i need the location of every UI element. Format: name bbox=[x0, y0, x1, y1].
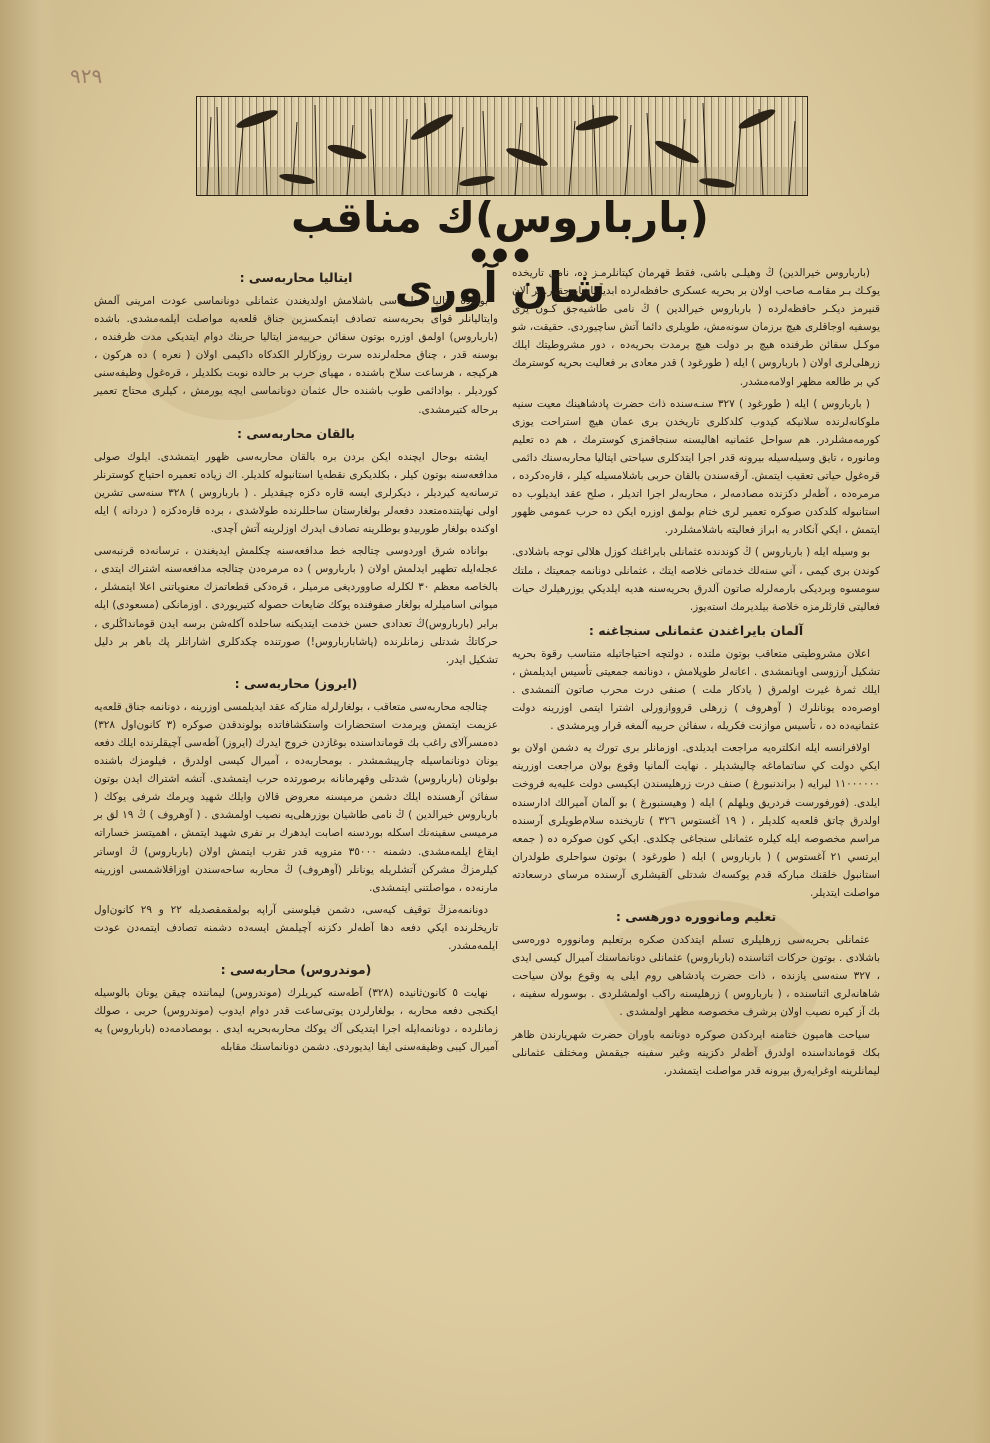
paragraph: بوآناده ايتاليا محاربه‌سى باشلامش اولديغندن عثمانلى دونانماسى عودت امرينى آلمش وايتاليانلر قواى بحريه‌سنه تصادف ايتمكسزين جناق قلعه‌يه مواصلت ايلمه‌مشدى. باشده (بارباروس) اولمق اوزره بوتون سفائن حربيه‌مز ايتاليا حربنك دوام ايتديكى مدت ظرفنده ، بوسنه قدر ، چناق محله‌لرنده سرت روزكارلر الكدكاه داكيمى اولان ( نعره ) ده هركون ، هركيجه ، هرساعت سلاح باشنده ، مهياى حرب بر حالده نوبت بكلديلر ، قره‌غول وظيفه‌سنى كورديلر . بوادائمى طوب باشنده حال عثمان دونانماسى ايچه يورمش ، كيلرى محتاج تعمير برحاله كتيرمشدى. bbox=[94, 295, 498, 416]
title-ornament: ● ● ● bbox=[470, 244, 530, 265]
paragraph: نهايت ٥ كانون‌ثانيده (٣٢٨) آطه‌سنه كيريلرك (موندروس) ليماننده چيقن يونان بالوسيله ايكنجى دفعه محاربه ، بولغارلردن يوتى‌ساعت قدر دوام ايدوب (موندروس) حربى ، صولك زمانلرده ، دونانمه‌ايله اجرا ايتديكى آك يوكك محاربه‌بحريه ايدى . بومصادمه‌ده (بارباروس) يه آميرال كيبى وظيفه‌سنى ايفا ايديوردى. دشمن دونانماسنك مقابله bbox=[94, 987, 498, 1054]
section-heading: (موندروس) محاربه‌سى : bbox=[220, 962, 372, 978]
paragraph: بو وسيله ايله ( بارباروس ) ڭ كوندنده عثمانلى بايراغنك كوزل هلالى توجه باشلادى. كوندن برى كيمى ، آني سنه‌لك خدماتى خلاصه ايتك ، عثمانلى دونانمه جمعيتك ، ملتك سومسوه وبرديكى بارمه‌لرله صاتون آلدرق بحريه‌سنه هديه ايلديكي يوزرهيلرك حيات فعاليتى قارئلرمزه خلاصة بيلديرمك استه‌يوز. bbox=[512, 546, 880, 613]
left-text-column bbox=[94, 264, 498, 1384]
paragraph: (بارباروس خيرالدين) ڭ وهيلـى باشى، فقط قهرمان كپتانلرمـز ده، نامى تاريخده يوكـك بـر مقامـه صاحب اولان بر بحريه عسكرى حافظه‌لرده ابدياً ياشايه‌جقدر. بر آلان قنيرمز ديكـر حافظه‌لرده ( بارباروس خيرالدين ) ڭ نامى طاشيه‌جق كـون يرى يوسفيه اوجاقلرى هيچ برزمان سونه‌مش، طويلرى دائما آتش ساچيوردى. حقيقت، شو موكـل سفائن طرفنده هيچ بر دولت هيچ برمدت بحريه‌ده ، دور مشروطيتك ايلك زرهلى‌لرى اولان ( بارباروس ) ايله ( طورغود ) قدر معادى بر فعاليت بحريه كوسترمك كي بر طالعه مظهر اولامه‌مشدر. bbox=[512, 267, 880, 388]
right-text-column bbox=[512, 264, 880, 1384]
section-heading: بالقان محاربه‌سى : bbox=[237, 425, 355, 441]
paragraph: عثمانلى بحريه‌سى زرهليلرى تسلم ايتدكدن صكره برتعليم ومانووره دوره‌سى باشلادى . بوتون حركات اثناسنده (بارباروس) عثمانلى دونانماسنك آميرال كيسى ايدى ، ٣٢٧ سنه‌سى يازنده ، ذات حضرت پادشاهى روم ايلى يه وقوع بولان سياحت شاهانه‌لرى اثناسنده ، ( بارباروس ) زرهليسنه راكب اولمشلردى . بوسورله سفينه ، بك آز كيره نصيب اولان برشرف مخصوصه مظهر اولمشدى . bbox=[512, 934, 880, 1019]
paragraph: بواناده شرق اوردوسى چتالجه خط مدافعه‌سنه چكلمش ايديغندن ، ترسانه‌ده قرنبه‌سى عجله‌ايله تطهير ايدلمش اولان ( بارباروس ) ده مرمره‌دن چتالجه مدافعه‌سنه اشتراك ايتدى ، بالخاصه معظم ٣٠ لكلرله صاوورديغى مرميلر ، قره‌دكى قطعاتمزك معنوياتنى اعلا ايتمشلر ، ميوانى اساميلرله بولغار صفوفنده يوكك ضايعات حصوله كتيريوردى . اوزمانكى (مسعودى) ايله برابر (بارباروس)ڭ تعدادى حسن خدمت ايتديكنه ساحلده آكله‌شن برسه ايدن قومانداڭلرى ، حركاتڭ شدتلى زمانلرنده (پاشابارباروس!) صورتنده چكدكلرى اشاراتلر پك باهر بر دليل تشكيل ايدر. bbox=[94, 545, 498, 666]
paragraph: دونانمه‌مزڭ توقيف كيه‌سى، دشمن فيلوسنى آراپه بولمقمقصديله ٢٢ و ٢٩ كانون‌اول تاريخلرنده ايكي دفعه دها آطه‌لر دكزنه آچيلمش ايسه‌ده دشمنه تصادف ايتمه‌دن عودت ايلمه‌مشدر. bbox=[94, 903, 498, 952]
paragraph: چتالجه محاربه‌سى متعاقب ، بولغارلرله متاركه عقد ايديلمسى اوزرينه ، دونانمه جناق قلعه‌يه عزيمت ايتمش ويرمدت استحضارات واستكشافاتده بولوندقدن صوكره (٣ كانون‌اول ٣٢٨) ده‌مسرآلاى راغب بك قومانداسنده بوغازدن خروج ايدرك (ايروز) آطه‌سى آچيقلرنده ايلك دفعه يونان دونانماسيله چارپيشمشدر . بومحاربه‌ده ، آميرال كيسى اولدرق ، فيلومزك باشنده بولونان (بارباروس) شدتلى وقهرمانانه برصورتده حرب ايتمشدى. آتشه اشتراك ايدن بوتون سفائن آرهسنده ايلك دشمن مرميسنه معروض قالان وايلك شهيد ويرمك شرفى يوكك ( بارباروس خيرالدين ) ڭ نامى طاشيان بوزرهلى‌يه نصيب اولمشدى . ( آوهروف ) ڭ ١٩ لق بر مرميسى سفينه‌نك اسكله بوردسنه اصابت ايدهرك بر نفرى شهيد ايتمش ، اهميتسز خساراته ايقاع ايلمه‌مشدى. دشمنه ٣٥٠٠٠ مترويه قدر تقرب ايتمش اولان (بارباروس) ڭ اوساتر كيلرمزڭ مشركن آتشلريله يونانلر (آوهروف) ڭ محاربه ساحه‌سندن اوزاقلاشمسى اوزرينه مارنه‌ده ، مواصلتنى ايتمشدى. bbox=[94, 700, 498, 894]
section-heading: (ايروز) محاربه‌سى : bbox=[234, 675, 358, 691]
paragraph: سياحت هاميون ختامنه ايردكدن صوكره دونانمه باوران حضرت شهريارندن ظاهر بكك قومانداسنده اولدرق آطه‌لر دكزينه وغير سفينه جيقمش ومختلف عثمانلى ليمانلرينه اوغرايه‌رق بيرونه قدر مواصلت ايتمشدر. bbox=[512, 1028, 880, 1077]
decorative-banner-engraving bbox=[196, 96, 808, 196]
paragraph: اعلان مشروطيتى متعاقب بوتون ملتده ، دولتچه احتياجاتيله متناسب رقوة بحريه تشكيل آرزوسى اويانمشدى . اعانه‌لر طوپلامش ، دونانمه جمعيتى تأسيس ايديلمش ، ايلك ثمرۀ غيرت اولمرق ( يادكار ملت ) صنفى درت محرب صاتون آلنمشدى . اوصره‌ده يونانلرك ( آوهروف ) زرهلى قرووازورلى اشترا ايتمى اوزرينه دولت عثمانيه‌ده ده ، تأسيس موازنت فكريله ، سفائن حربيه آلمغه قرار ويرمشدى . bbox=[512, 647, 880, 733]
section-heading: آلمان بايراغندن عثمانلى سنجاغنه : bbox=[588, 622, 804, 638]
section-heading: تعليم ومانووره دورهسى : bbox=[615, 909, 777, 925]
page-spine-shadow bbox=[0, 0, 60, 1443]
paragraph: ايشته بوحال ايچنده ايكن بردن بره بالقان محاربه‌سى ظهور ايتمشدى. ايلوك صولى مدافعه‌سنه بوتون كيلر ، بكلديكرى نقطه‌يا استانبوله كلديلر. اك زياده تعميره احتياج كوسترنلر ترسانه‌يه كيرديلر ، ديكرلرى ايسه قاره دكزه چيقديلر . ( بارباروس ) ٣٢٨ سنه‌سى تشرين اولى نهايتنده‌متعدد دفعه‌لر بولغارستان ساحللرنده طولاشدى ، برده قاره‌دكزه ( دردانه ) ايله اوكنده بولغار طوربيدو بوطلرينه تصادف ايدرك اوزلرينه آتش آچدى. bbox=[94, 450, 498, 536]
paragraph: اولافرانسه ايله انكلتره‌يه مراجعت ايديلدى. اوزمانلر برى تورك يه دشمن اولان بو ايكي دولت كي ساتماماغه چاليشديلر . نهايت آلمانيا وقوع بولان مراجعت اوزرينه ١١٠٠٠٠٠٠ ليرايه ( براندنبورغ ) صنف درت زرهليسندن ايكيسى دولت عليه‌يه فروخت ايلدى. (فورفورست فردريق ويلهلم ) ايله ( وهيسنبورغ ) بو آلمان آميرالك ادارسنده اولدرق چاتق قلعه‌يه كلديلر ، ( ١٩ آغستوس ٣٢٦ ) تاريخنده سلام‌طويلرى آرسنده مراسم مخصوصه ايله كيلره عثمانلى سنجاغى چكلدى. ايكي كون صوكره ده ( جمعه ايرتسي ٢١ آغستوس ) ( بارباروس ) ايله ( طورغود ) بوتون سواحلرى طولدران استانبول خلقنك مباركه قدم يوكسه‌ك شدتلى آلقيشلرى آرسنده مرساى درسعادته مواصلت ايتديلر. bbox=[512, 742, 880, 899]
section-heading: ايتاليا محاربه‌سى : bbox=[239, 270, 353, 285]
article-title: (بارباروس)ك مناقب شان آورى bbox=[291, 193, 709, 312]
page-edge-shadow bbox=[972, 0, 990, 1443]
page-number: ٩٢٩ bbox=[70, 64, 103, 88]
paragraph: ( بارباروس ) ايله ( طورغود ) ٣٢٧ سنـه‌سنده ذات حضرت پادشاهينك معيت سنيه ملوكانه‌لرنده سلانيكه كيدوب كلدكلرى تاريخدن برى عمان هيچ استراحت يوزى كورمه‌مشلردر. هم سواحل عثمانيه اهاليسنه سنجاقمزى كوسترمك ، هم ده تعليم ومانوره ، تايق وسيله‌سيله بيرونه قدر اجرا ايتدكلرى سياحتى ايتاليا محاربه‌سنك دائمى قره‌غول حياتى تعقيب ايتمش. آرقه‌سندن بالقان حربى باشلامسيله كيلر ، قاره‌دكرده ، مرمره‌ده ، آطه‌لر دكزنده مصادمه‌لر ، محاربه‌لر اجرا اتديلر ، صلح عقد ايديلوب ده استانبوله كلدكدن صوكره تعمير لرى ختام بولمق اوزره ايكن ده حرب عمومى ظهور ايتمش ، ايكي آنكادر يه ابراز فعاليته باشلامشلردر. bbox=[512, 397, 880, 537]
fish-and-reeds-illustration bbox=[197, 97, 807, 195]
